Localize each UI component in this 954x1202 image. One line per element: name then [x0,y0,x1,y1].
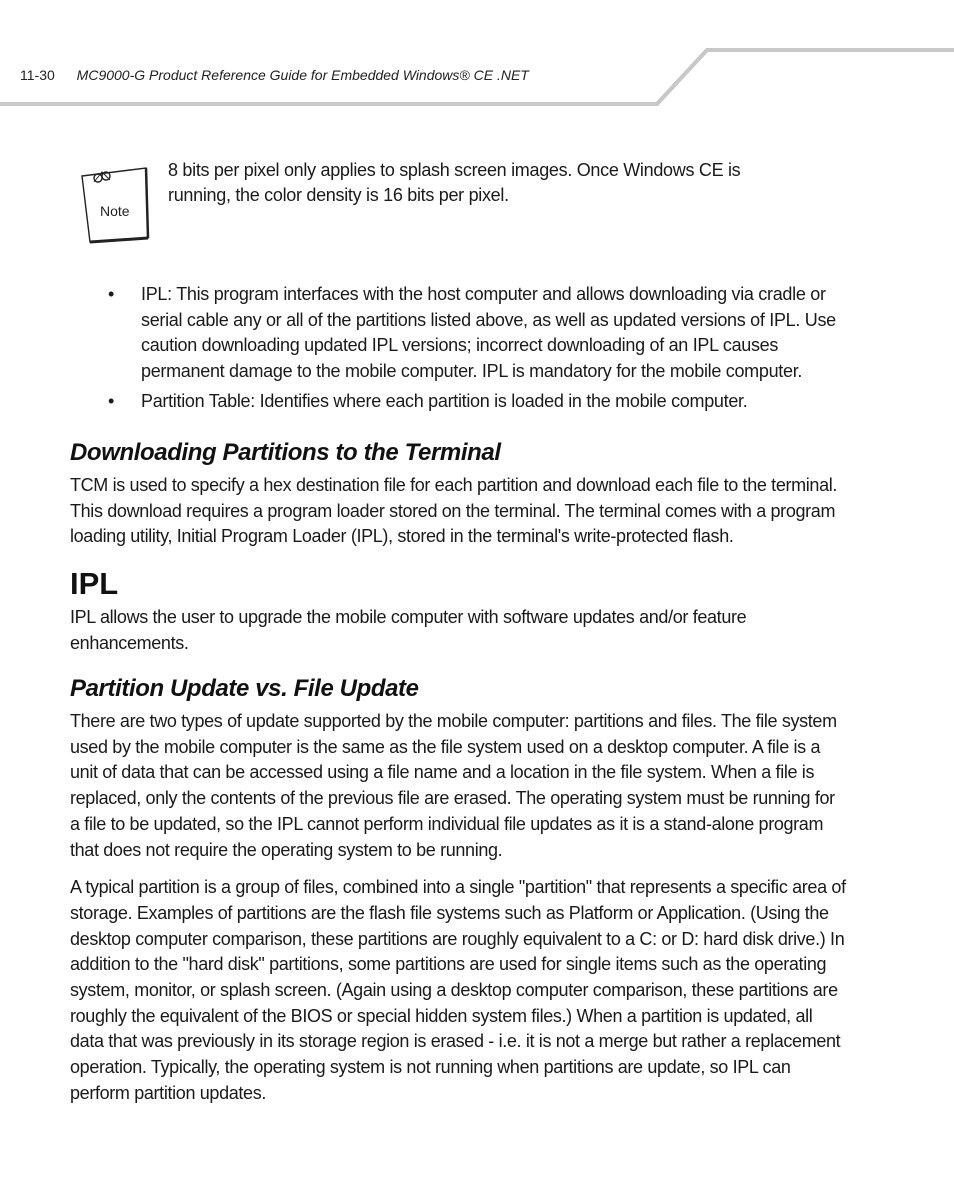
header-text [20,67,529,83]
header-tab-shape [0,0,954,110]
note-text: 8 bits per pixel only applies to splash screen images. Once Windows CE is running, the color density is 16 bits per pixel. [168,160,741,205]
section-body: IPL allows the user to upgrade the mobile computer with software updates and/or feature enhancements. [70,607,747,653]
chapter-heading: IPL [70,566,119,601]
bullet-list [108,282,848,420]
bullet-mark: • [108,391,115,412]
section-heading: Downloading Partitions to the Terminal [70,439,501,466]
section-downloading-partitions [70,438,846,550]
note-icon-label: Note [100,203,130,219]
bullet-mark: • [108,284,115,304]
section-ipl [70,566,846,656]
section-paragraph: A typical partition is a group of files, combined into a single "partition" that represents a specific area of storage. Examples of partitions are the flash file systems such as Platform or Application. (Using the desktop computer comparison, these partitions are roughly equivalent to a C: or D: hard disk drive.) In addition to the "hard disk" partitions, some partitions are used for single items such as the operating system, monitor, or splash screen. (Again using a desktop computer comparison, these partitions are roughly the equivalent of the BIOS or special hidden system files.) When a partition is updated, all data that was previously in its storage region is erased - i.e. it is not a merge but rather a replacement operation. Typically, the operating system is not running when partitions are update, so IPL can perform partition updates. [70,877,846,1103]
list-item-text: Partition Table: Identifies where each partition is loaded in the mobile computer. [141,391,748,412]
section-partition-update [70,674,846,1107]
list-item [108,282,848,384]
guide-title: MC9000-G Product Reference Guide for Embedded Windows® CE .NET [76,67,529,83]
section-heading: Partition Update vs. File Update [70,675,419,702]
list-item [108,389,848,415]
note-paper-icon [80,164,150,246]
page-number: 11-30 [20,67,55,83]
page-header [0,0,954,110]
section-paragraph: There are two types of update supported by the mobile computer: partitions and files. The file system used by the mobile computer is the same as the file system used on a desktop computer. A file is a unit of data that can be accessed using a file name and a location in the file system. When a file is replaced, only the contents of the previous file are erased. The operating system must be running for a file to be updated, so the IPL cannot perform individual file updates as it is a stand-alone program that does not require the operating system to be running. [70,711,837,860]
list-item-text: IPL: This program interfaces with the host computer and allows downloading via cradle or serial cable any or all of the partitions listed above, as well as updated versions of IPL. Use caution downloading updated IPL versions; incorrect downloading of an IPL causes permanent damage to the mobile computer. IPL is mandatory for the mobile computer. [141,284,836,381]
section-body: TCM is used to specify a hex destination file for each partition and download each file to the terminal. This download requires a program loader stored on the terminal. The terminal comes with a program loading utility, Initial Program Loader (IPL), stored in the terminal's write-protected flash. [70,475,838,547]
